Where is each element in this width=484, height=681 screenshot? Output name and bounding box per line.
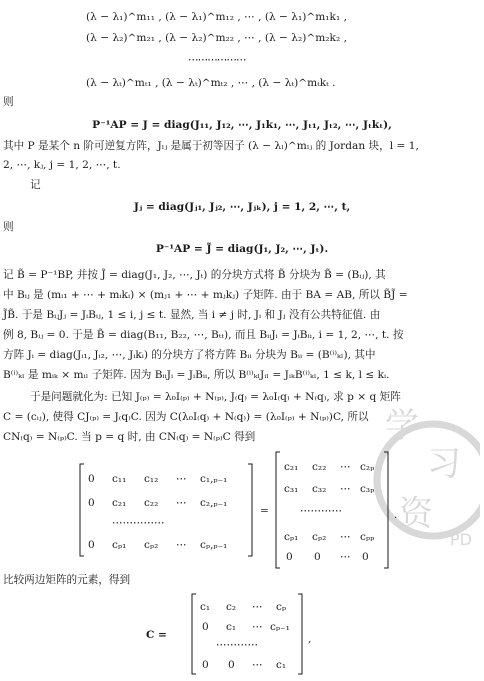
- svg-text:cₚ₂: cₚ₂: [144, 539, 159, 551]
- svg-text:c₂: c₂: [226, 601, 237, 613]
- svg-text:c₁₁: c₁₁: [112, 473, 127, 485]
- c-matrix-bracket-open: [192, 594, 196, 674]
- svg-text:⋯: ⋯: [176, 497, 187, 509]
- svg-text:c₁: c₁: [200, 601, 211, 613]
- divisor-row-t: (λ − λₜ)^mₜ₁ , (λ − λₜ)^mₜ₂ , ⋯ , (λ − λₜ)^mₜkₜ .: [86, 77, 336, 89]
- equation-jj: Jⱼ = diag(Jⱼ₁, Jⱼ₂, ⋯, Jⱼₖ), j = 1, 2, ⋯, t,: [133, 201, 351, 213]
- divisor-row-1: (λ − λ₁)^m₁₁ , (λ − λ₁)^m₁₂ , ⋯ , (λ − λ₁)^m₁k₁ ,: [86, 11, 347, 23]
- svg-text:⋯⋯⋯⋯⋯: ⋯⋯⋯⋯⋯: [112, 517, 165, 529]
- matrix-equation: [78, 448, 404, 572]
- svg-text:⋯: ⋯: [176, 539, 187, 551]
- text-ji: 记: [30, 179, 41, 191]
- c-matrix-bracket-close: [298, 594, 302, 674]
- para2-line-6: B⁽ⁱ⁾ₖₗ 是 mᵢₖ × mᵢₗ 子矩阵. 因为 BᵢᵢJᵢ = JᵢBᵢᵢ, 所以 B⁽ⁱ⁾ₖₗJᵢₗ = JᵢₖB⁽ⁱ⁾ₖₗ, 1 ≤ k, l ≤ kᵢ.: [3, 369, 390, 381]
- para2-line-3: J̃B̃. 于是 BᵢⱼJⱼ = JᵢBᵢⱼ, 1 ≤ i, j ≤ t. 显然, 当 i ≠ j 时, Jᵢ 和 Jⱼ 没有公共特征值. 由: [3, 309, 381, 321]
- svg-text:习: 习: [427, 444, 461, 484]
- svg-text:c₃ₚ: c₃ₚ: [360, 483, 375, 495]
- para1-line-2: 2, ⋯, kⱼ, j = 1, 2, ⋯, t.: [3, 159, 121, 171]
- svg-text:⋯: ⋯: [252, 621, 263, 633]
- svg-text:cₚₚ: cₚₚ: [360, 531, 375, 543]
- svg-text:c₂,ₚ₋₁: c₂,ₚ₋₁: [200, 497, 228, 509]
- equation-jordan-form: P⁻¹AP = J = diag(J₁₁, J₁₂, ⋯, J₁k₁, ⋯, Jₜ₁, Jₜ₂, ⋯, Jₜkₜ),: [92, 119, 392, 131]
- svg-text:0: 0: [88, 473, 95, 485]
- right-matrix-bracket-close: [384, 452, 388, 568]
- svg-text:cₚ₋₁: cₚ₋₁: [270, 621, 290, 633]
- equation-block-diag: P⁻¹AP = J̃ = diag(J₁, J₂, ⋯, Jₜ).: [155, 243, 329, 255]
- svg-text:0: 0: [88, 539, 95, 551]
- right-matrix-bracket-open: [276, 452, 280, 568]
- para3-line-3: CN₍q₎ = N₍ₚ₎C. 当 p = q 时, 由 CN₍q₎ = N₍ₚ₎C 得到: [3, 431, 256, 443]
- para2-line-1: 记 B̃ = P⁻¹BP, 并按 J̃ = diag(J₁, J₂, ⋯, Jₜ) 的分块方式将 B̃ 分块为 B̃ = (Bᵢⱼ), 其: [3, 269, 386, 281]
- svg-text:c₁: c₁: [276, 659, 287, 671]
- svg-text:c₁₂: c₁₂: [144, 473, 159, 485]
- svg-text:0: 0: [202, 659, 209, 671]
- svg-text:cₚ₁: cₚ₁: [284, 531, 299, 543]
- svg-text:cₚ,ₚ₋₁: cₚ,ₚ₋₁: [200, 539, 228, 551]
- divisor-row-2: (λ − λ₂)^m₂₁ , (λ − λ₂)^m₂₂ , ⋯ , (λ − λ₂)^m₂k₂ ,: [86, 32, 347, 44]
- svg-text:c₁,ₚ₋₁: c₁,ₚ₋₁: [200, 473, 228, 485]
- para2-line-2: 中 Bᵢⱼ 是 (mᵢ₁ + ⋯ + mᵢkᵢ) × (mⱼ₁ + ⋯ + mⱼkⱼ) 子矩阵. 由于 BA = AB, 所以 B̃J̃ =: [3, 289, 408, 301]
- para3-line-2: C = (cᵢⱼ), 使得 CJ₍ₚ₎ = J₍q₎C. 因为 C(λ₀I₍q₎ + N₍q₎) = (λ₀I₍ₚ₎ + N₍ₚ₎)C, 所以: [3, 411, 369, 423]
- equation-period: .: [394, 509, 398, 521]
- text-ze-1: 则: [3, 96, 14, 108]
- svg-text:PD: PD: [450, 530, 472, 549]
- c-label: C =: [146, 629, 167, 641]
- divisor-row-dots: ⋯⋯⋯⋯⋯⋯: [188, 54, 246, 66]
- right-matrix: [284, 461, 374, 563]
- left-matrix-bracket-open: [80, 464, 84, 556]
- equals-sign: =: [260, 505, 269, 517]
- svg-text:0: 0: [202, 621, 209, 633]
- svg-text:⋯: ⋯: [252, 659, 263, 671]
- c-matrix: [200, 601, 290, 671]
- matrix-c-equation: [140, 590, 340, 678]
- svg-text:0: 0: [362, 551, 369, 563]
- svg-text:0: 0: [88, 497, 95, 509]
- text-ze-2: 则: [3, 221, 14, 233]
- svg-text:⋯: ⋯: [176, 473, 187, 485]
- svg-text:c₂₁: c₂₁: [112, 497, 127, 509]
- svg-text:⋯: ⋯: [340, 461, 351, 473]
- para2-line-5: 方阵 Jᵢ = diag(Jᵢ₁, Jᵢ₂, ⋯, Jᵢkᵢ) 的分块方了将方阵 Bᵢᵢ 分块为 Bᵢᵢ = (B⁽ⁱ⁾ₖₗ), 其中: [3, 349, 376, 361]
- svg-text:⋯: ⋯: [340, 551, 351, 563]
- svg-text:⋯⋯⋯⋯: ⋯⋯⋯⋯: [216, 639, 258, 651]
- svg-text:0: 0: [314, 551, 321, 563]
- svg-text:c₂ₚ: c₂ₚ: [360, 461, 375, 473]
- svg-text:0: 0: [286, 551, 293, 563]
- svg-text:⋯: ⋯: [340, 483, 351, 495]
- svg-text:c₂₁: c₂₁: [284, 461, 299, 473]
- svg-text:⋯: ⋯: [340, 531, 351, 543]
- para3-line-1: 于是问题就化为: 已知 J₍ₚ₎ = λ₀I₍ₚ₎ + N₍ₚ₎, J₍q₎ = λ₀I₍q₎ + N₍q₎, 求 p × q 矩阵: [30, 391, 401, 403]
- svg-text:学: 学: [385, 406, 419, 446]
- svg-text:c₃₁: c₃₁: [284, 483, 299, 495]
- svg-text:c₁: c₁: [226, 621, 237, 633]
- svg-text:⋯⋯⋯⋯: ⋯⋯⋯⋯: [300, 505, 342, 517]
- svg-text:c₂₂: c₂₂: [144, 497, 159, 509]
- svg-text:资: 资: [399, 494, 433, 534]
- left-matrix: [88, 473, 227, 551]
- svg-text:cₚ₁: cₚ₁: [112, 539, 127, 551]
- para2-line-4: 例 8, Bᵢⱼ = 0. 于是 B̃ = diag(B₁₁, B₂₂, ⋯, Bₜₜ), 而且 BᵢᵢJᵢ = JᵢBᵢᵢ, i = 1, 2, ⋯, t. 按: [3, 329, 404, 341]
- svg-text:c₂₂: c₂₂: [312, 461, 327, 473]
- svg-text:0: 0: [228, 659, 235, 671]
- svg-text:cₚ₂: cₚ₂: [312, 531, 327, 543]
- svg-text:⋯: ⋯: [252, 601, 263, 613]
- svg-text:c₃₂: c₃₂: [312, 483, 327, 495]
- para4-text: 比较两边矩阵的元素，得到: [3, 574, 131, 586]
- left-matrix-bracket-close: [248, 464, 252, 556]
- c-matrix-comma: ,: [308, 633, 312, 645]
- svg-text:cₚ: cₚ: [276, 601, 287, 613]
- para1-line-1: 其中 P 是某个 n 阶可逆复方阵，Jₗⱼ 是属于初等因子 (λ − λₗ)^mₗⱼ 的 Jordan 块，l = 1,: [3, 140, 419, 152]
